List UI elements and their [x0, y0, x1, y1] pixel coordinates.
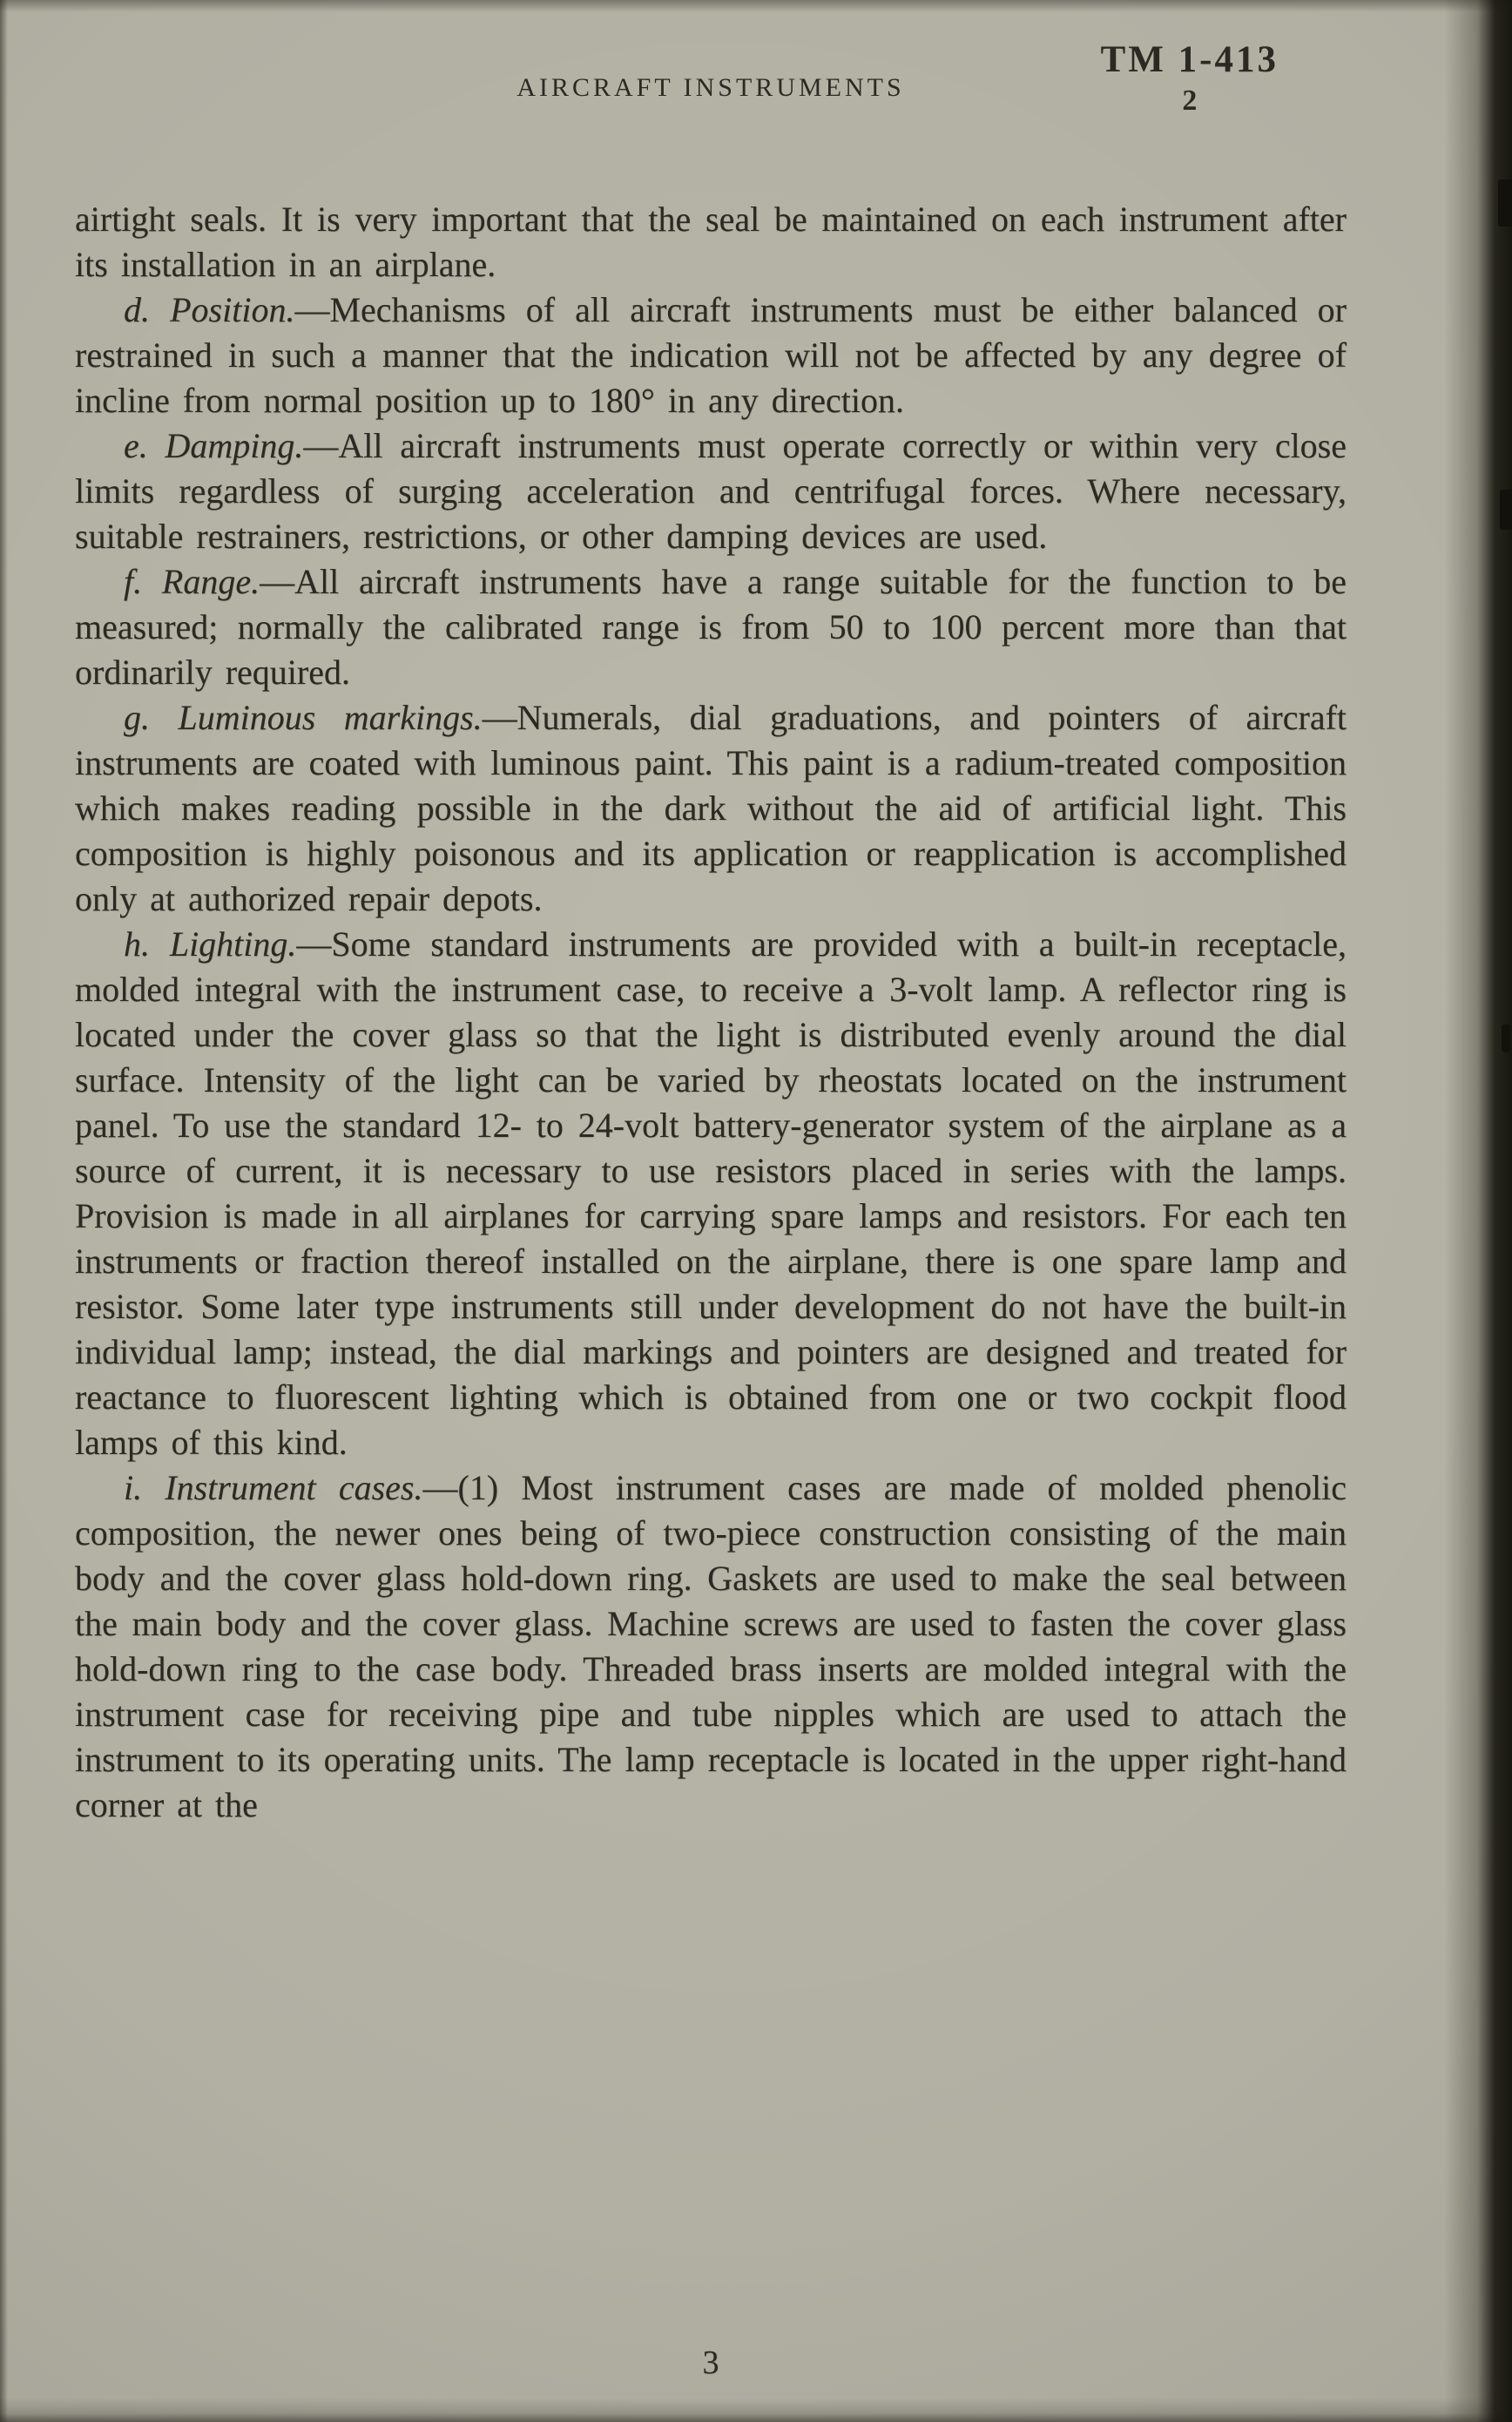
paragraph-lead: g. Luminous markings.	[124, 698, 483, 737]
manual-number: TM 1-413	[1100, 39, 1279, 80]
paragraph-text: —Some standard instruments are provided with a built-in receptacle, molded integral with the instrument case, to receive a 3-volt lamp. A reflector ring is located under the cover glass so that the light is distributed evenly around the dial surface. Intensity of the light can be varied by rheostats located on the instrument panel. To use the standard 12- to 24-volt battery-generator system of the airplane as a source of current, it is necessary to use resistors placed in series with the lamps. Provision is made in all airplanes for carrying spare lamps and resistors. For each ten instruments or fraction thereof installed on the airplane, there is one spare lamp and resistor. Some later type instruments still under development do not have the built-in individual lamp; instead, the dial markings and pointers are designed and treated for reactance to fluorescent lighting which is obtained from one or two cockpit flood lamps of this kind.	[75, 924, 1347, 1462]
paragraph-text: —All aircraft instruments have a range suitable for the function to be measured; normally the calibrated range is from 50 to 100 percent more than that ordinarily required.	[75, 562, 1347, 692]
document-body	[75, 197, 1347, 1828]
chapter-page-ref: 2	[1182, 85, 1198, 117]
scan-artifact	[1498, 179, 1512, 227]
paragraph-position	[75, 288, 1347, 423]
paragraph-continuation	[75, 197, 1347, 288]
paragraph-luminous-markings	[75, 695, 1347, 922]
paragraph-damping	[75, 423, 1347, 559]
paragraph-text: airtight seals. It is very important that the seal be maintained on each instrument after its installation in an airplane.	[75, 200, 1347, 284]
page-header	[75, 38, 1347, 197]
page-number: 3	[702, 2344, 719, 2381]
scan-artifact	[1502, 1025, 1510, 1052]
paragraph-lead: i. Instrument cases.	[124, 1468, 423, 1507]
paragraph-lead: d. Position.	[124, 290, 295, 329]
paragraph-lead: h. Lighting.	[124, 924, 297, 964]
paragraph-text: —(1) Most instrument cases are made of molded phenolic composition, the newer ones being of two-piece construction consisting of the main body and the cover glass hold-down ring. Gaskets are used to make the seal between the main body and the cover glass. Machine screws are used to fasten the cover glass hold-down ring to the case body. Threaded brass inserts are molded integral with the instrument case for receiving pipe and tube nipples which are used to attach the instrument to its operating units. The lamp receptacle is located in the upper right-hand corner at the	[75, 1468, 1347, 1824]
paragraph-lighting	[75, 922, 1347, 1465]
paragraph-text: —All aircraft instruments must operate correctly or within very close limits regardless of surging acceleration and centrifugal forces. Where necessary, suitable restrainers, restrictions, or other damping devices are used.	[75, 426, 1347, 556]
manual-reference-block	[1101, 38, 1279, 118]
paragraph-text: —Numerals, dial graduations, and pointers of aircraft instruments are coated with luminous paint. This paint is a radium-treated composition which makes reading possible in the dark without the aid of artificial light. This composition is highly poisonous and its application or reapplication is accomplished only at authorized repair depots.	[75, 698, 1347, 918]
paragraph-lead: e. Damping.	[124, 426, 304, 465]
page-footer	[75, 2344, 1347, 2382]
paragraph-text: —Mechanisms of all aircraft instruments must be either balanced or restrained in such a manner that the indication will not be affected by any degree of incline from normal position up to 180° in any direction.	[75, 290, 1347, 420]
paragraph-instrument-cases	[75, 1465, 1347, 1828]
scan-artifact	[1500, 490, 1512, 530]
paragraph-range	[75, 559, 1347, 695]
document-title: AIRCRAFT INSTRUMENTS	[516, 73, 905, 102]
paragraph-lead: f. Range.	[124, 562, 260, 601]
